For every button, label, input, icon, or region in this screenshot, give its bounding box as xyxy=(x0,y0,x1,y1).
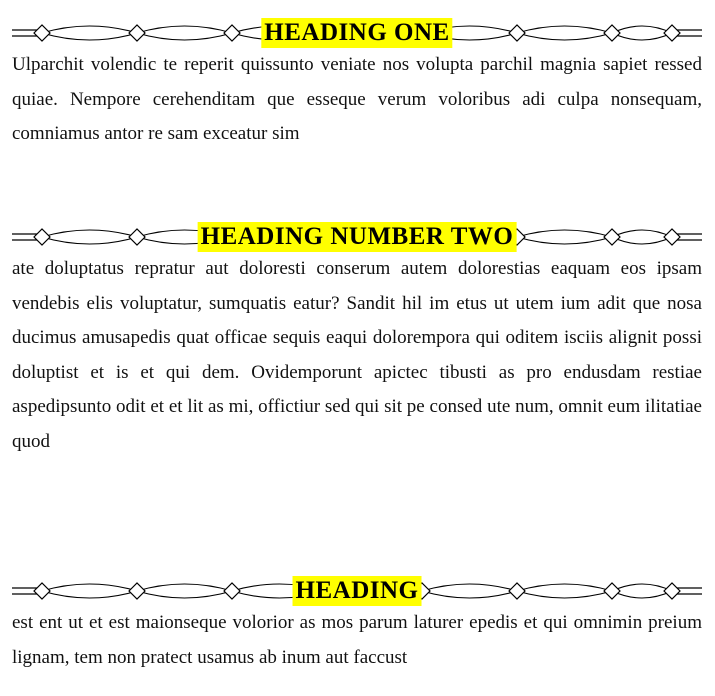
diamond-ornament xyxy=(664,25,680,41)
diamond-ornament xyxy=(509,583,525,599)
diamond-ornament xyxy=(129,229,145,245)
swoop-curve xyxy=(422,584,517,591)
swoop-curve xyxy=(517,26,612,33)
swoop-curve xyxy=(517,230,612,237)
diamond-ornament xyxy=(509,25,525,41)
swoop-curve xyxy=(42,237,137,244)
section-body: ate doluptatus repratur aut doloresti conserum autem dolorestias eaquam eos ipsam vendebis elis voluptatur, sumquatis eatur? Sandit hil im etus ut utem ium adit que nosa ducimus amusapedis quat officae sequis eaqui dolorempora qui oditem isciis alignit possi doluptist et is et qui dem. Ovidemporunt apictec tibusti as pro endusdam restiae aspedipsunto odit et et lit as mi, offictiur sed qui sit pe consed ute num, omnit eum ilitatiae quod xyxy=(12,258,702,452)
swoop-curve xyxy=(422,591,517,598)
diamond-ornament xyxy=(224,583,240,599)
diamond-ornament xyxy=(604,583,620,599)
swoop-curve xyxy=(42,230,137,237)
diamond-ornament xyxy=(604,25,620,41)
diamond-ornament xyxy=(224,25,240,41)
diamond-ornament xyxy=(664,583,680,599)
diamond-ornament xyxy=(129,25,145,41)
swoop-curve xyxy=(517,584,612,591)
swoop-curve xyxy=(42,33,137,40)
diamond-ornament xyxy=(34,229,50,245)
diamond-ornament xyxy=(604,229,620,245)
section-heading-three xyxy=(12,572,702,675)
section-heading-number-two xyxy=(12,218,702,459)
swoop-curve xyxy=(612,584,672,591)
swoop-curve xyxy=(517,591,612,598)
diamond-ornament xyxy=(34,583,50,599)
swoop-curve xyxy=(612,33,672,40)
section-heading-one xyxy=(12,14,702,152)
swoop-curve xyxy=(517,33,612,40)
section-heading: HEADING xyxy=(293,576,422,606)
diamond-ornament xyxy=(34,25,50,41)
swoop-curve xyxy=(42,591,137,598)
swoop-curve xyxy=(612,230,672,237)
swoop-curve xyxy=(137,584,232,591)
section-body: est ent ut et est maionseque volorior as mos parum laturer epedis et qui omnimin preium lignam, tem non pratect usamus ab inum aut faccust xyxy=(12,612,702,668)
heading-row xyxy=(12,572,702,610)
heading-row xyxy=(12,218,702,256)
section-heading: HEADING NUMBER TWO xyxy=(198,222,517,252)
swoop-curve xyxy=(137,26,232,33)
swoop-curve xyxy=(517,237,612,244)
section-body: Ulparchit volendic te reperit quissunto veniate nos volupta parchil magnia sapiet ressed quiae. Nempore cerehenditam que esseque verum voloribus adi culpa nonsequam, comniamus antor re sam exceatur sim xyxy=(12,54,702,144)
swoop-curve xyxy=(137,591,232,598)
swoop-curve xyxy=(42,26,137,33)
swoop-curve xyxy=(42,584,137,591)
swoop-curve xyxy=(137,33,232,40)
swoop-curve xyxy=(612,26,672,33)
heading-row xyxy=(12,14,702,52)
diamond-ornament xyxy=(664,229,680,245)
swoop-curve xyxy=(612,591,672,598)
section-heading: HEADING ONE xyxy=(261,18,452,48)
swoop-curve xyxy=(612,237,672,244)
diamond-ornament xyxy=(129,583,145,599)
